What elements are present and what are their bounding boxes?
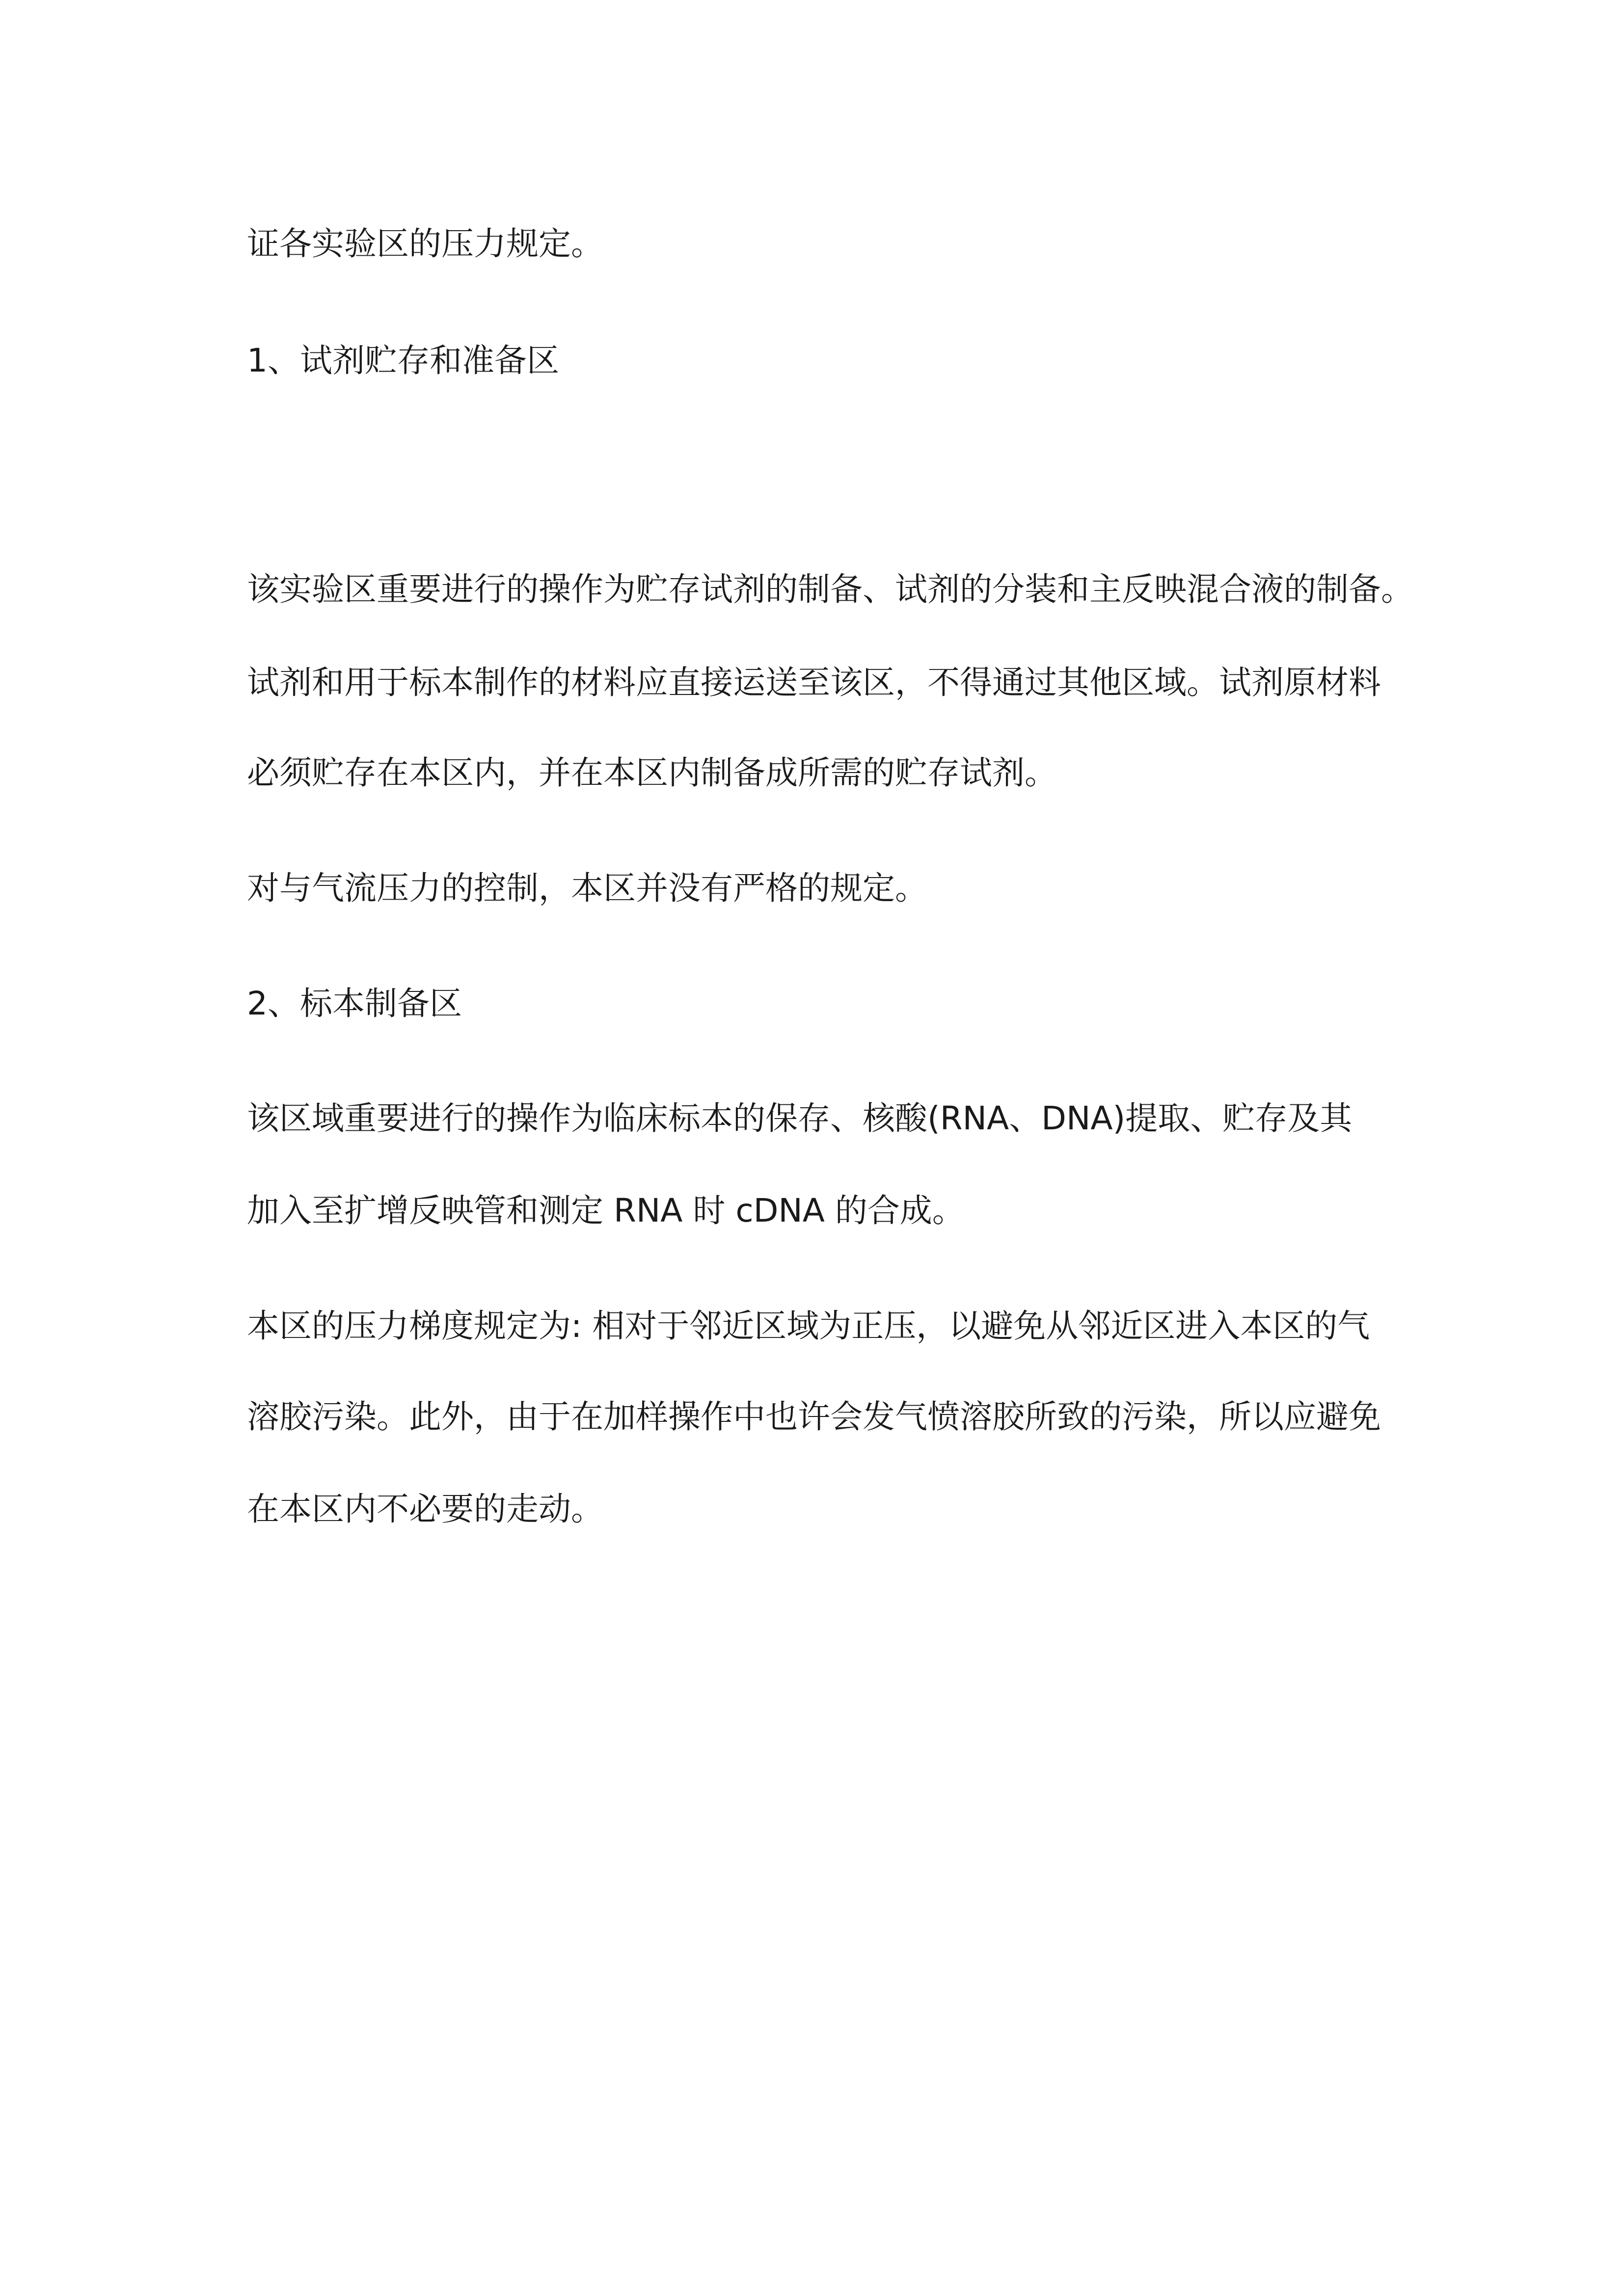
section-heading-2: 2、标本制备区 (247, 985, 462, 1022)
paragraph-line: 必须贮存在本区内，并在本区内制备成所需的贮存试剂。 (247, 754, 1057, 792)
paragraph-line: 本区的压力梯度规定为: 相对于邻近区域为正压，以避免从邻近区进入本区的气 (247, 1307, 1370, 1345)
paragraph-line: 对与气流压力的控制，本区并没有严格的规定。 (247, 869, 927, 907)
paragraph-line: 该区域重要进行的操作为临床标本的保存、核酸(RNA、DNA)提取、贮存及其 (247, 1099, 1353, 1137)
paragraph-line: 加入至扩增反映管和测定 RNA 时 cDNA 的合成。 (247, 1192, 965, 1229)
paragraph-line: 证各实验区的压力规定。 (247, 225, 603, 263)
paragraph-line: 试剂和用于标本制作的材料应直接运送至该区，不得通过其他区域。试剂原材料 (247, 664, 1381, 701)
paragraph-line: 该实验区重要进行的操作为贮存试剂的制备、试剂的分装和主反映混合液的制备。 (247, 570, 1413, 608)
paragraph-line: 在本区内不必要的走动。 (247, 1490, 603, 1528)
section-heading-1: 1、试剂贮存和准备区 (247, 342, 559, 379)
paragraph-line: 溶胶污染。此外，由于在加样操作中也许会发气愤溶胶所致的污染，所以应避免 (247, 1398, 1381, 1436)
